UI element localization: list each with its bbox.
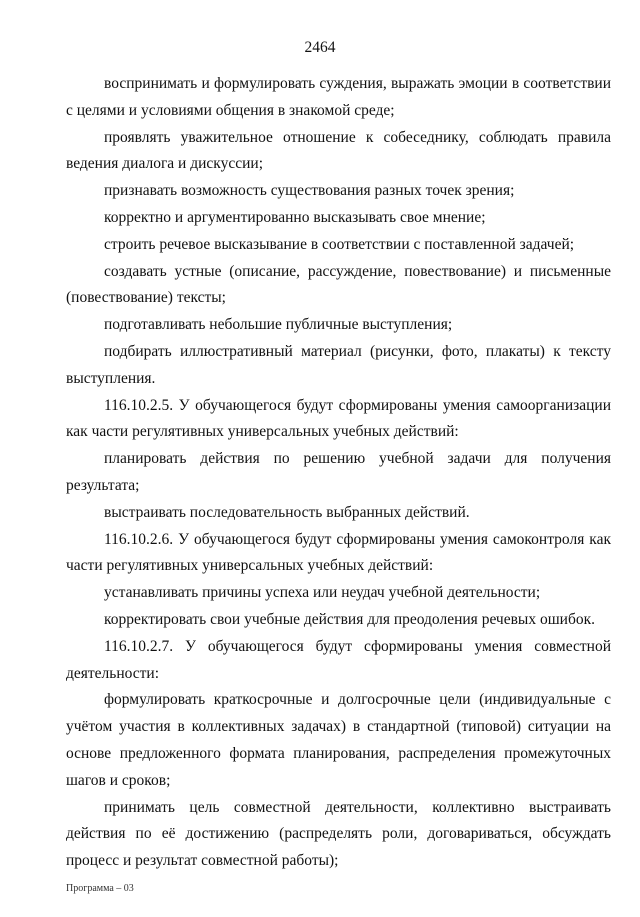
section-heading-paragraph: 116.10.2.7. У обучающегося будут сформированы умения совместной деятельности: — [66, 637, 611, 682]
paragraph: устанавливать причины успеха или неудач учебной деятельности; — [104, 584, 541, 602]
document-body — [66, 71, 611, 875]
paragraph: корректировать свои учебные действия для преодоления речевых ошибок. — [104, 610, 595, 628]
paragraph: признавать возможность существования разных точек зрения; — [104, 182, 515, 200]
section-heading-paragraph: 116.10.2.5. У обучающегося будут сформированы умения самоорганизации как части регулятивных универсальных учебных действий: — [66, 396, 611, 441]
paragraph: выстраивать последовательность выбранных действий. — [104, 503, 470, 521]
paragraph: создавать устные (описание, рассуждение, повествование) и письменные (повествование) тексты; — [66, 262, 611, 307]
paragraph: планировать действия по решению учебной задачи для получения результата; — [66, 450, 611, 494]
paragraph: строить речевое высказывание в соответствии с поставленной задачей; — [104, 235, 575, 253]
page-number: 2464 — [304, 39, 336, 56]
paragraph: подготавливать небольшие публичные выступления; — [104, 316, 453, 334]
footer-label: Программа – 03 — [66, 883, 134, 894]
section-heading-paragraph: 116.10.2.6. У обучающегося будут сформированы умения самоконтроля как части регулятивных универсальных учебных действий: — [66, 530, 611, 575]
paragraph: воспринимать и формулировать суждения, выражать эмоции в соответствии с целями и условиями общения в знакомой среде; — [66, 75, 611, 119]
paragraph: подбирать иллюстративный материал (рисунки, фото, плакаты) к тексту выступления. — [66, 342, 611, 387]
paragraph: проявлять уважительное отношение к собеседнику, соблюдать правила ведения диалога и дискуссии; — [66, 128, 611, 173]
paragraph: корректно и аргументированно высказывать свое мнение; — [104, 208, 486, 226]
paragraph: формулировать краткосрочные и долгосрочные цели (индивидуальные с учётом участия в коллективных задачах) в стандартной (типовой) ситуации на основе предложенного формата планирования, распределения промежуточных шагов и сроков; — [66, 691, 611, 789]
paragraph: принимать цель совместной деятельности, коллективно выстраивать действия по её достижению (распределять роли, договариваться, обсуждать процесс и результат совместной работы); — [66, 798, 611, 870]
